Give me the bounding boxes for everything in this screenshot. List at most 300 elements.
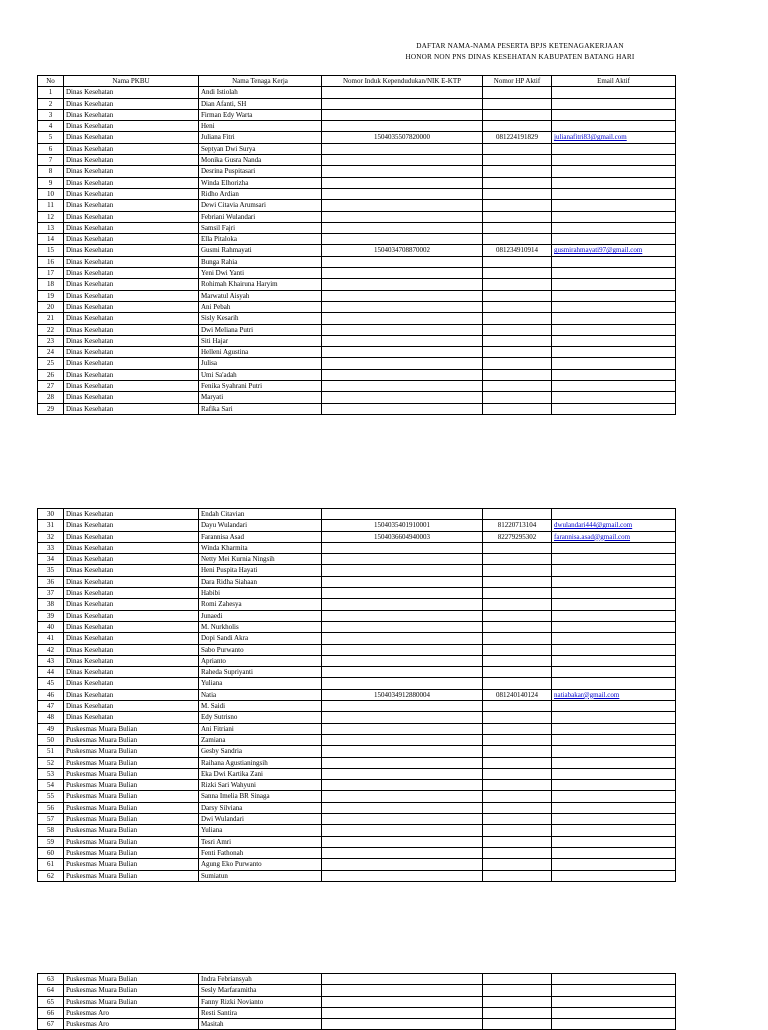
cell-nama: Romi Zahesya [199,599,322,610]
cell-hp [483,780,552,791]
cell-pkbu: Dinas Kesehatan [64,554,199,565]
cell-nama: M. Nurkholis [199,621,322,632]
cell-no: 55 [38,791,64,802]
cell-email [552,358,676,369]
cell-email[interactable]: farannisa.asad@gmail.com [552,531,676,542]
cell-email [552,859,676,870]
cell-email[interactable]: gusmirahmayati97@gmail.com [552,245,676,256]
cell-no: 37 [38,588,64,599]
cell-no: 29 [38,403,64,414]
cell-no: 43 [38,655,64,666]
cell-no: 34 [38,554,64,565]
cell-nama: Resti Santira [199,1007,322,1018]
table-row [38,644,676,655]
cell-email [552,313,676,324]
cell-nama: Fenti Fathonah [199,847,322,858]
cell-nama: Rohimah Khairuna Haryim [199,279,322,290]
cell-pkbu: Puskesmas Muara Bulian [64,746,199,757]
cell-email [552,655,676,666]
cell-nama: Heni Puspita Hayati [199,565,322,576]
cell-nama: Indra Febriansyah [199,974,322,985]
cell-nama: Edy Sutrisno [199,712,322,723]
cell-nik [322,836,483,847]
cell-no: 57 [38,814,64,825]
table-row [38,847,676,858]
cell-pkbu: Dinas Kesehatan [64,701,199,712]
cell-email [552,565,676,576]
cell-hp [483,996,552,1007]
cell-nama: Rizki Sari Wahyuni [199,780,322,791]
cell-hp [483,859,552,870]
cell-hp [483,870,552,881]
cell-pkbu: Dinas Kesehatan [64,369,199,380]
cell-nik [322,985,483,996]
cell-pkbu: Dinas Kesehatan [64,177,199,188]
cell-no: 11 [38,200,64,211]
cell-no: 50 [38,734,64,745]
cell-nik [322,98,483,109]
cell-no: 67 [38,1019,64,1030]
table-row [38,701,676,712]
cell-nama: Darsy Silviana [199,802,322,813]
cell-email [552,554,676,565]
cell-nama: Andi Istiolah [199,87,322,98]
table-row [38,542,676,553]
cell-nama: Raheda Supriyanti [199,667,322,678]
cell-no: 42 [38,644,64,655]
cell-no: 20 [38,301,64,312]
cell-hp [483,847,552,858]
cell-nik [322,542,483,553]
cell-nama: Endah Citavian [199,509,322,520]
table-row [38,121,676,132]
cell-hp [483,509,552,520]
cell-pkbu: Dinas Kesehatan [64,644,199,655]
cell-email [552,836,676,847]
cell-nama: Ani Fitriani [199,723,322,734]
table-row [38,324,676,335]
cell-nama: Sanna Imelia BR Sinaga [199,791,322,802]
cell-hp [483,655,552,666]
cell-no: 19 [38,290,64,301]
cell-hp [483,313,552,324]
cell-email[interactable]: natiabakar@gmail.com [552,689,676,700]
cell-hp: 081240140124 [483,689,552,700]
cell-email [552,1007,676,1018]
cell-pkbu: Dinas Kesehatan [64,381,199,392]
cell-hp [483,825,552,836]
cell-pkbu: Puskesmas Muara Bulian [64,847,199,858]
cell-email [552,166,676,177]
cell-pkbu: Puskesmas Muara Bulian [64,996,199,1007]
cell-hp [483,576,552,587]
table-row [38,234,676,245]
cell-no: 31 [38,520,64,531]
cell-pkbu: Dinas Kesehatan [64,200,199,211]
cell-email [552,268,676,279]
cell-nik [322,870,483,881]
table-row [38,655,676,666]
cell-email [552,121,676,132]
table-row [38,109,676,120]
cell-pkbu: Dinas Kesehatan [64,188,199,199]
cell-pkbu: Puskesmas Muara Bulian [64,870,199,881]
cell-email [552,825,676,836]
cell-pkbu: Dinas Kesehatan [64,667,199,678]
col-header-pkbu: Nama PKBU [64,76,199,87]
cell-nama: Sabo Purwanto [199,644,322,655]
cell-hp [483,712,552,723]
cell-no: 40 [38,621,64,632]
cell-nama: Ella Pitaloka [199,234,322,245]
cell-pkbu: Dinas Kesehatan [64,403,199,414]
table-row [38,155,676,166]
table-row [38,177,676,188]
table-row [38,610,676,621]
cell-pkbu: Puskesmas Muara Bulian [64,723,199,734]
participants-table-2 [37,508,676,882]
cell-nik [322,121,483,132]
cell-nama: Tesri Amri [199,836,322,847]
cell-email [552,155,676,166]
table-row [38,621,676,632]
cell-nama: Sumiatun [199,870,322,881]
cell-hp [483,974,552,985]
cell-hp [483,554,552,565]
cell-nama: Habibi [199,588,322,599]
cell-no: 60 [38,847,64,858]
cell-email [552,576,676,587]
cell-hp [483,109,552,120]
cell-email [552,802,676,813]
table-row [38,358,676,369]
cell-no: 27 [38,381,64,392]
table-row [38,222,676,233]
cell-nama: Fanny Rizki Novianto [199,996,322,1007]
table-row [38,268,676,279]
cell-pkbu: Dinas Kesehatan [64,610,199,621]
table-row [38,802,676,813]
cell-nik [322,576,483,587]
cell-email[interactable]: julianafitri83@gmail.com [552,132,676,143]
table-row [38,565,676,576]
cell-no: 32 [38,531,64,542]
table-row [38,301,676,312]
cell-pkbu: Dinas Kesehatan [64,245,199,256]
cell-pkbu: Dinas Kesehatan [64,621,199,632]
table-row [38,825,676,836]
participants-table-3 [37,973,676,1030]
cell-hp [483,381,552,392]
cell-pkbu: Puskesmas Muara Bulian [64,814,199,825]
cell-nama: Juliana Fitri [199,132,322,143]
cell-email [552,381,676,392]
cell-email [552,301,676,312]
cell-no: 53 [38,768,64,779]
cell-nama: Julisa [199,358,322,369]
participants-table-1 [37,75,676,415]
cell-nik [322,143,483,154]
cell-hp [483,335,552,346]
cell-nama: Dayu Wulandari [199,520,322,531]
cell-nik [322,599,483,610]
table-row [38,576,676,587]
cell-nama: Dian Afanti, SH [199,98,322,109]
table-row [38,554,676,565]
cell-email [552,509,676,520]
cell-hp [483,222,552,233]
cell-nik [322,313,483,324]
cell-email [552,588,676,599]
cell-hp [483,599,552,610]
cell-email [552,974,676,985]
table-row [38,313,676,324]
cell-email [552,847,676,858]
cell-no: 58 [38,825,64,836]
cell-email [552,188,676,199]
table-row [38,520,676,531]
cell-hp [483,358,552,369]
table-row [38,723,676,734]
cell-hp [483,1019,552,1030]
document-title: DAFTAR NAMA-NAMA PESERTA BPJS KETENAGAKERJAAN [416,42,624,50]
table-row [38,1007,676,1018]
cell-no: 47 [38,701,64,712]
cell-hp: 81220713104 [483,520,552,531]
table-row [38,985,676,996]
cell-pkbu: Dinas Kesehatan [64,565,199,576]
cell-nik [322,369,483,380]
cell-nama: Yuliana [199,825,322,836]
cell-nik [322,655,483,666]
cell-nama: Masitah [199,1019,322,1030]
cell-no: 65 [38,996,64,1007]
cell-nama: Rafika Sari [199,403,322,414]
cell-nama: Monika Gusra Nanda [199,155,322,166]
cell-pkbu: Dinas Kesehatan [64,689,199,700]
table-row [38,974,676,985]
cell-hp [483,701,552,712]
cell-hp [483,121,552,132]
cell-nik [322,335,483,346]
cell-no: 4 [38,121,64,132]
cell-nama: Gusmi Rahmayati [199,245,322,256]
table-row [38,780,676,791]
cell-no: 46 [38,689,64,700]
cell-email [552,392,676,403]
table-row [38,712,676,723]
cell-no: 16 [38,256,64,267]
cell-pkbu: Dinas Kesehatan [64,531,199,542]
cell-hp [483,98,552,109]
cell-hp [483,155,552,166]
cell-pkbu: Dinas Kesehatan [64,132,199,143]
cell-no: 8 [38,166,64,177]
cell-pkbu: Dinas Kesehatan [64,509,199,520]
cell-nama: M. Saidi [199,701,322,712]
cell-nama: Dwi Meliana Putri [199,324,322,335]
cell-pkbu: Dinas Kesehatan [64,143,199,154]
cell-no: 51 [38,746,64,757]
cell-nama: Ridho Ardian [199,188,322,199]
cell-nama: Bunga Rahia [199,256,322,267]
cell-nama: Dopi Sandi Akra [199,633,322,644]
cell-nama: Dewi Citavia Arumsari [199,200,322,211]
cell-no: 44 [38,667,64,678]
cell-pkbu: Puskesmas Muara Bulian [64,768,199,779]
cell-nik [322,780,483,791]
cell-hp [483,347,552,358]
cell-email [552,985,676,996]
cell-nik [322,678,483,689]
cell-email [552,256,676,267]
cell-email [552,211,676,222]
table-row [38,870,676,881]
cell-pkbu: Dinas Kesehatan [64,542,199,553]
cell-no: 9 [38,177,64,188]
cell-email [552,369,676,380]
cell-no: 35 [38,565,64,576]
cell-nik [322,667,483,678]
cell-hp [483,633,552,644]
cell-no: 49 [38,723,64,734]
cell-nama: Gesby Sandria [199,746,322,757]
cell-nama: Marwatul Aisyah [199,290,322,301]
cell-hp [483,279,552,290]
cell-email [552,177,676,188]
cell-nik [322,268,483,279]
cell-email [552,143,676,154]
cell-no: 13 [38,222,64,233]
cell-nik [322,757,483,768]
cell-hp: 081234910914 [483,245,552,256]
cell-nik [322,166,483,177]
cell-email [552,633,676,644]
cell-hp [483,802,552,813]
cell-nik [322,324,483,335]
cell-nik [322,109,483,120]
cell-nik: 1504034708870002 [322,245,483,256]
cell-nik [322,859,483,870]
cell-hp [483,723,552,734]
cell-email [552,610,676,621]
cell-hp [483,143,552,154]
cell-email [552,234,676,245]
cell-pkbu: Dinas Kesehatan [64,588,199,599]
cell-nik [322,1019,483,1030]
cell-pkbu: Puskesmas Muara Bulian [64,825,199,836]
cell-no: 26 [38,369,64,380]
cell-nik [322,565,483,576]
cell-pkbu: Puskesmas Aro [64,1019,199,1030]
cell-no: 62 [38,870,64,881]
cell-no: 2 [38,98,64,109]
cell-email [552,723,676,734]
cell-email [552,678,676,689]
cell-pkbu: Puskesmas Muara Bulian [64,985,199,996]
cell-hp [483,234,552,245]
table-row [38,392,676,403]
cell-nik [322,188,483,199]
cell-hp [483,87,552,98]
cell-no: 39 [38,610,64,621]
cell-email [552,290,676,301]
cell-nama: Desrina Puspitasari [199,166,322,177]
cell-pkbu: Puskesmas Muara Bulian [64,780,199,791]
cell-hp [483,369,552,380]
cell-email [552,222,676,233]
cell-hp [483,610,552,621]
cell-hp [483,1007,552,1018]
table-row [38,211,676,222]
cell-nama: Heni [199,121,322,132]
cell-no: 18 [38,279,64,290]
cell-pkbu: Dinas Kesehatan [64,256,199,267]
cell-nik [322,392,483,403]
cell-email [552,335,676,346]
cell-email[interactable]: dwulandari444@gmail.com [552,520,676,531]
cell-nama: Zamiana [199,734,322,745]
cell-no: 59 [38,836,64,847]
table-row [38,132,676,143]
table-row [38,1019,676,1030]
cell-email [552,814,676,825]
cell-nik [322,358,483,369]
table-row [38,166,676,177]
table-row [38,335,676,346]
table-row [38,381,676,392]
cell-pkbu: Dinas Kesehatan [64,358,199,369]
cell-nik [322,279,483,290]
cell-hp [483,188,552,199]
cell-pkbu: Puskesmas Muara Bulian [64,734,199,745]
cell-nama: Helleni Agustina [199,347,322,358]
cell-email [552,1019,676,1030]
cell-pkbu: Dinas Kesehatan [64,712,199,723]
cell-nik: 1504036604940003 [322,531,483,542]
table-header-row [38,76,676,87]
cell-no: 64 [38,985,64,996]
cell-nik: 1504035507820000 [322,132,483,143]
table-row [38,678,676,689]
cell-nama: Siti Hajar [199,335,322,346]
cell-no: 15 [38,245,64,256]
cell-pkbu: Dinas Kesehatan [64,324,199,335]
cell-nik [322,746,483,757]
table-row [38,188,676,199]
cell-nik [322,403,483,414]
cell-hp: 081224191829 [483,132,552,143]
cell-no: 14 [38,234,64,245]
cell-no: 7 [38,155,64,166]
cell-nik [322,554,483,565]
col-header-email: Email Aktif [552,76,676,87]
cell-no: 6 [38,143,64,154]
cell-nama: Natia [199,689,322,700]
cell-hp [483,814,552,825]
cell-email [552,98,676,109]
cell-hp [483,392,552,403]
cell-email [552,324,676,335]
cell-hp [483,324,552,335]
cell-nik [322,791,483,802]
cell-no: 12 [38,211,64,222]
table-row [38,87,676,98]
cell-hp [483,301,552,312]
cell-nik [322,802,483,813]
cell-nama: Febriani Wulandari [199,211,322,222]
cell-pkbu: Dinas Kesehatan [64,290,199,301]
